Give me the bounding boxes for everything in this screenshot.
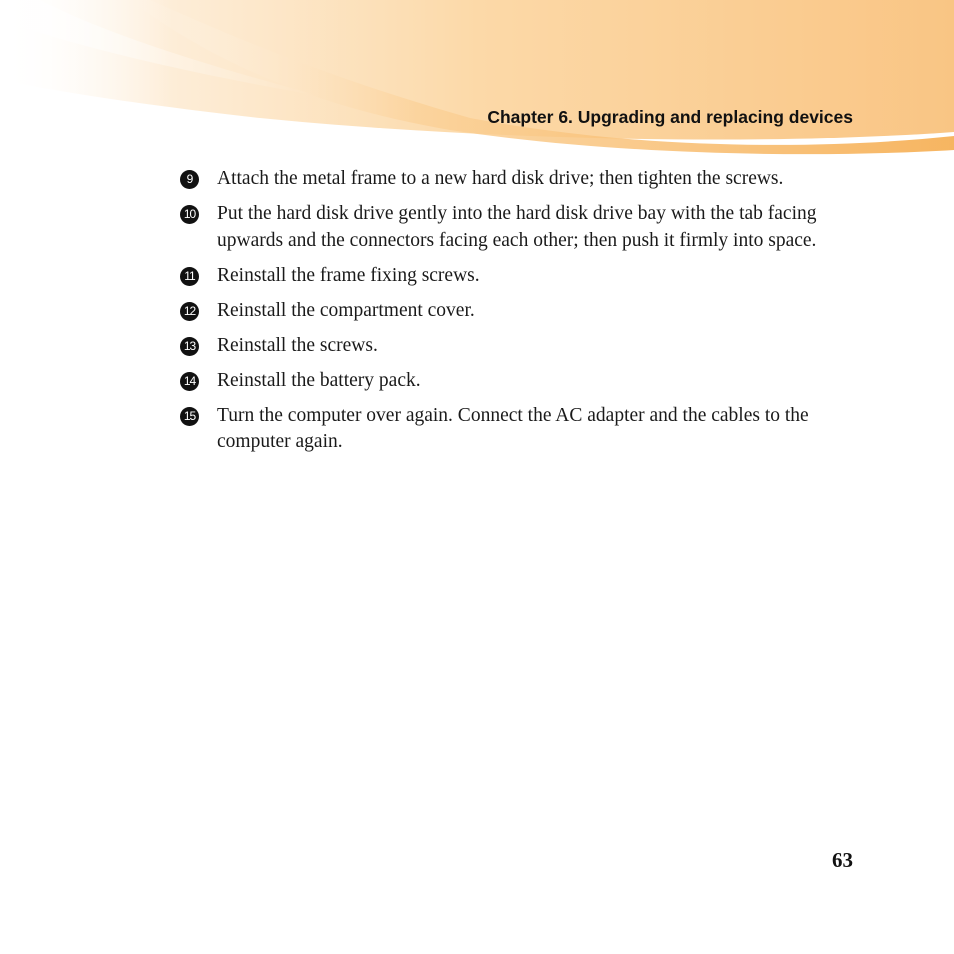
step-item xyxy=(180,166,860,193)
step-item xyxy=(180,403,860,456)
steps-list xyxy=(180,166,860,464)
step-item xyxy=(180,298,860,325)
step-number-badge: 10 xyxy=(180,205,199,224)
step-number-badge: 13 xyxy=(180,337,199,356)
chapter-title: Chapter 6. Upgrading and replacing devices xyxy=(487,107,853,127)
step-text: Reinstall the compartment cover. xyxy=(217,299,475,321)
page-number: 63 xyxy=(832,848,853,872)
step-number-badge: 12 xyxy=(180,302,199,321)
step-text: Reinstall the battery pack. xyxy=(217,369,421,391)
step-text: Put the hard disk drive gently into the hard disk drive bay with the tab facing upwards and the connectors facing each other; then push it firmly into space. xyxy=(217,203,817,251)
step-text: Reinstall the screws. xyxy=(217,334,378,356)
step-number-badge: 11 xyxy=(180,267,199,286)
step-text: Reinstall the frame fixing screws. xyxy=(217,264,480,286)
step-text: Attach the metal frame to a new hard disk drive; then tighten the screws. xyxy=(217,168,784,189)
step-item xyxy=(180,368,860,395)
step-text: Turn the computer over again. Connect the AC adapter and the cables to the computer again. xyxy=(217,404,809,452)
step-number-badge: 14 xyxy=(180,372,199,391)
step-number-badge: 9 xyxy=(180,170,199,189)
step-item xyxy=(180,333,860,360)
step-item xyxy=(180,201,860,254)
step-number-badge: 15 xyxy=(180,407,199,426)
header-decoration xyxy=(0,0,954,160)
step-item xyxy=(180,263,860,290)
